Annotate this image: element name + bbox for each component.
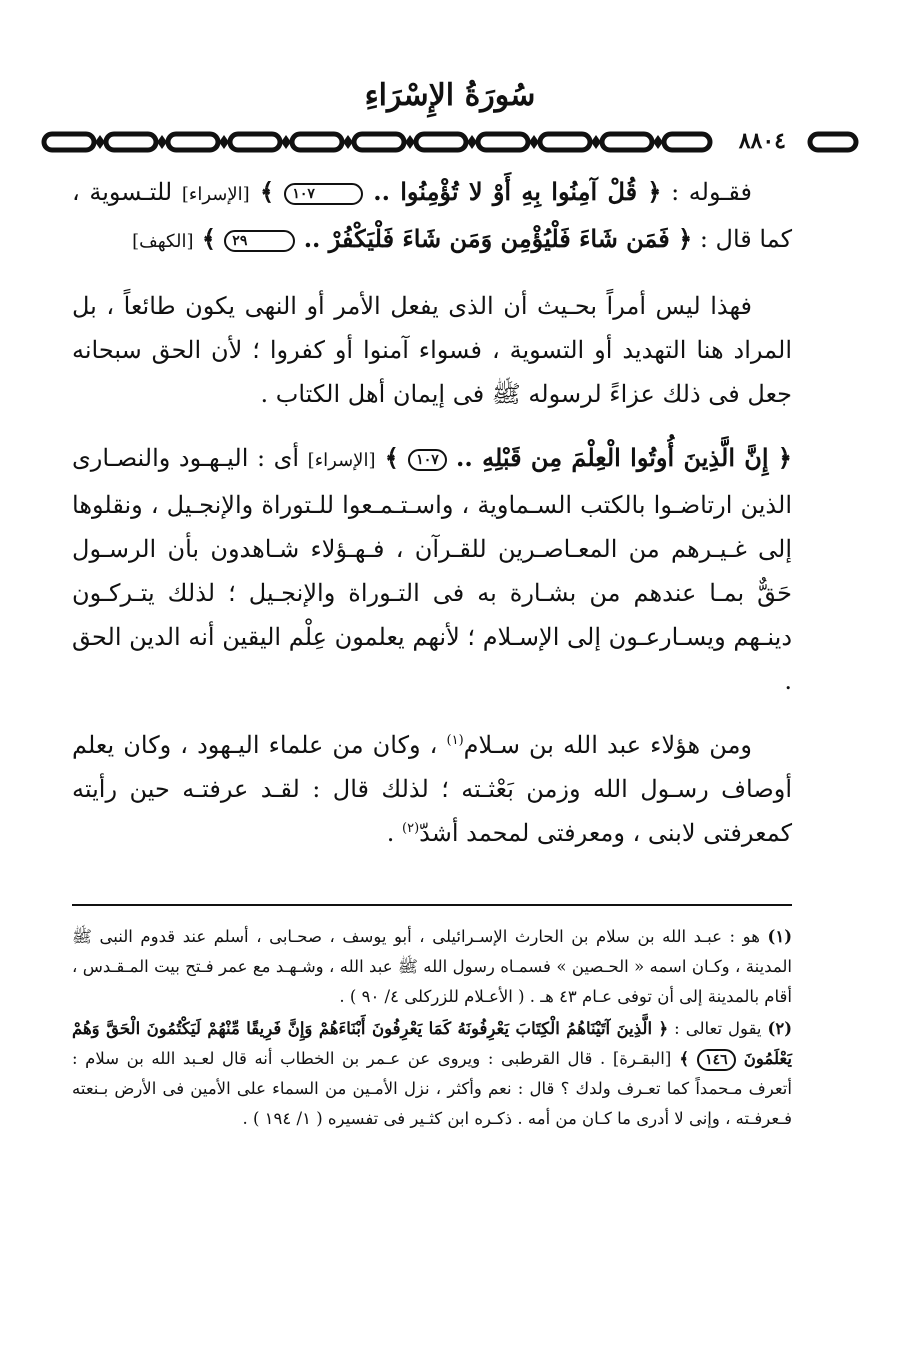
- footnote-text: يقول تعالى :: [668, 1019, 768, 1038]
- ayah-number-badge: ١٠٧: [284, 183, 363, 205]
- verse-close-bracket: ﴾: [375, 443, 409, 472]
- footnote-number: (٢): [767, 1019, 792, 1038]
- paragraph-1: [72, 170, 792, 264]
- footnote-marker[interactable]: (١): [446, 733, 464, 748]
- paragraph-3: [72, 436, 792, 703]
- header-ornament-bar: [40, 124, 860, 160]
- page-number: ٨٨٠٤: [733, 126, 792, 156]
- ayah-number-badge: ١٤٦: [697, 1049, 736, 1071]
- footnotes: [72, 922, 792, 1136]
- ayah-number-badge: ٢٩: [224, 230, 295, 252]
- footnote-text: . قال القرطبى : ويروى عن عـمر بن الخطاب أنه قال لعـبد الله بن سلام : أتعرف مـحمداً كما تعـرف ولدك ؟ قال : نعم وأكثر ، نزل الأمـين من السماء على الأمين فى الأرض بـنعته فـعرفـته ، وإنى لا أدرى ما كـان من أمه . ذكـره ابن كثـير فى تفسيره ( ١/ ١٩٤ ) .: [72, 1049, 792, 1128]
- footnote-1: [72, 922, 792, 1012]
- verse-close-bracket: ﴾: [193, 224, 225, 253]
- footnote-number: (١): [767, 927, 792, 946]
- quran-verse: ﴿ الَّذِينَ آتَيْنَاهُمُ الْكِتَابَ يَعْرِفُونَهُ كَمَا يَعْرِفُونَ أَبْنَاءَهُمْ وَإِنَّ فَرِيقًا مِّنْهُمْ لَيَكْتُمُونَ الْحَقَّ وَهُمْ يَعْلَمُونَ: [72, 1019, 792, 1068]
- footnote-2: [72, 1014, 792, 1134]
- surah-reference: [الإسراء]: [307, 450, 376, 471]
- surah-reference: [الإسراء]: [181, 184, 250, 205]
- footnote-divider: [72, 904, 792, 906]
- paragraph-4: [72, 723, 792, 855]
- surah-title: سُورَةُ الإِسْرَاءِ: [364, 78, 536, 113]
- ayah-number-badge: ١٠٧: [408, 449, 447, 471]
- verse-close-bracket: ﴾: [249, 177, 285, 206]
- paragraph-2: فهذا ليس أمراً بحـيث أن الذى يفعل الأمر أو النهى يكون طائعاً ، بل المراد هنا التهديد أو التسوية ، فسواء آمنوا أو كفروا ؛ لأن الحق سبحانه جعل فى ذلك عزاءً لرسوله ﷺ فى إيمان أهل الكتاب .: [72, 292, 792, 408]
- text-span: أى : اليـهـود والنصـارى الذين ارتاضـوا بالكتب السـماوية ، واسـتـمـعوا للـتوراة والإنجـيل ، ونقلوها إلى غـيـرهم من المعـاصـرين للقـرآن ، فـهـؤلاء شـاهدون بأن الرسـول حَقٌّ بمـا عندهم من بشـارة به فى التـوراة والإنجـيل ؛ لذلك يتـركـون دينـهم ويسـارعـون إلى الإسـلام ؛ لأنهم يعلمون عِلْم اليقين أنه الدين الحق .: [72, 444, 793, 695]
- verse-close-bracket: ﴾: [671, 1049, 698, 1068]
- text-span: فقـوله :: [661, 178, 752, 206]
- footnote-marker[interactable]: (٢): [402, 821, 420, 836]
- text-span: ومن هؤلاء عبد الله بن سـلام: [463, 731, 753, 759]
- quran-verse: ﴿ إِنَّ الَّذِينَ أُوتُوا الْعِلْمَ مِن قَبْلِهِ ..: [446, 443, 792, 472]
- surah-reference: [الكهف]: [132, 231, 194, 252]
- footnote-text: هو : عبـد الله بن سلام بن الحارث الإسـرائيلى ، أبو يوسف ، صحـابى ، أسلم عند قدوم النبى ﷺ المدينة ، وكـان اسمه « الحـصين » فسمـاه رسول الله ﷺ عبد الله ، وشـهـد مع عمر فـتح بيت المـقـدس ، أقام بالمدينة إلى أن توفى عـام ٤٣ هـ . ( الأعـلام للزركلى ٤/ ٩٠ ) .: [72, 927, 792, 1006]
- quran-verse: ﴿ فَمَن شَاءَ فَلْيُؤْمِن وَمَن شَاءَ فَلْيَكْفُرْ ..: [295, 224, 693, 253]
- text-span: .: [386, 819, 402, 847]
- main-text: [72, 170, 792, 875]
- text-span: ، وكان من علماء اليـهود ، وكان يعلم أوصاف رسـول الله وزمن بَعْثـته ؛ لذلك قال : لقـد عرفتـه حين رأيته كمعرفتى لابنى ، ومعرفتى لمحمد أشدّ: [72, 731, 792, 847]
- surah-reference: [البقـرة]: [612, 1049, 672, 1068]
- text-span: للتـسوية ، كما قال :: [72, 178, 792, 253]
- quran-verse: ﴿ قُلْ آمِنُوا بِهِ أَوْ لا تُؤْمِنُوا ..: [362, 177, 662, 206]
